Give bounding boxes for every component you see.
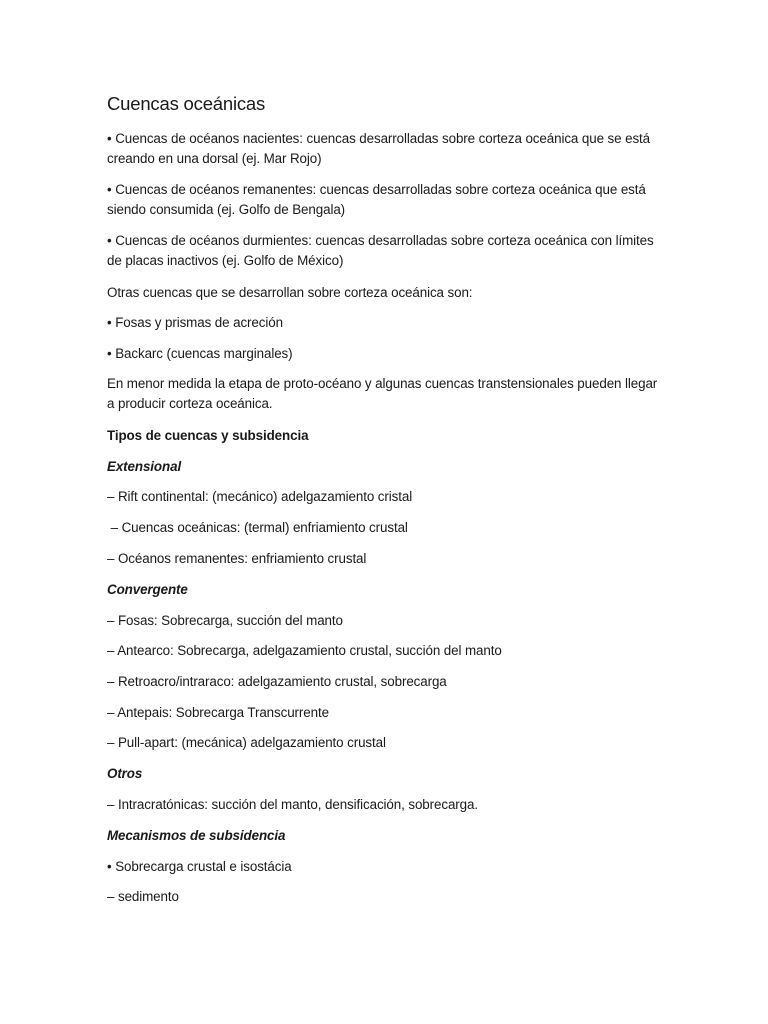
document-title: Cuencas oceánicas [107,93,266,114]
bullet-durmientes: • Cuencas de océanos durmientes: cuencas desarrolladas sobre corteza oceánica con límites de placas inactivos (ej. Golfo de México) [107,233,654,268]
types-heading: Tipos de cuencas y subsidencia [107,428,309,443]
extensional-item-cuencas: – Cuencas oceánicas: (termal) enfriamiento crustal [107,520,408,535]
extensional-item-oceanos: – Océanos remanentes: enfriamiento crustal [107,551,367,566]
convergente-item-retroarco: – Retroacro/intraraco: adelgazamiento crustal, sobrecarga [107,674,447,689]
mecanismos-item-sobrecarga: • Sobrecarga crustal e isostácia [107,859,292,874]
proto-ocean-paragraph: En menor medida la etapa de proto-océano y algunas cuencas transtensionales pueden llegar a producir corteza oceánica. [107,376,658,411]
otros-item-intracratonicas: – Intracratónicas: succión del manto, densificación, sobrecarga. [107,797,478,812]
convergente-item-fosas: – Fosas: Sobrecarga, succión del manto [107,613,343,628]
bullet-remanentes: • Cuencas de océanos remanentes: cuencas desarrolladas sobre corteza oceánica que está siendo consumida (ej. Golfo de Bengala) [107,182,646,217]
bullet-fosas-prismas: • Fosas y prismas de acreción [107,315,283,330]
extensional-heading: Extensional [107,459,182,474]
convergente-heading: Convergente [107,582,188,597]
convergente-item-pull-apart: – Pull-apart: (mecánica) adelgazamiento crustal [107,735,386,750]
otros-heading: Otros [107,766,143,781]
extensional-item-rift: – Rift continental: (mecánico) adelgazamiento cristal [107,489,413,504]
convergente-item-antearco: – Antearco: Sobrecarga, adelgazamiento crustal, succión del manto [107,643,502,658]
convergente-item-antepais: – Antepais: Sobrecarga Transcurrente [107,705,329,720]
bullet-nacientes: • Cuencas de océanos nacientes: cuencas desarrolladas sobre corteza oceánica que se está creando en una dorsal (ej. Mar Rojo) [107,131,651,166]
mecanismos-item-sedimento: – sedimento [107,889,179,904]
bullet-backarc: • Backarc (cuencas marginales) [107,346,293,361]
other-basins-intro: Otras cuencas que se desarrollan sobre corteza oceánica son: [107,285,473,300]
mecanismos-heading: Mecanismos de subsidencia [107,828,286,843]
